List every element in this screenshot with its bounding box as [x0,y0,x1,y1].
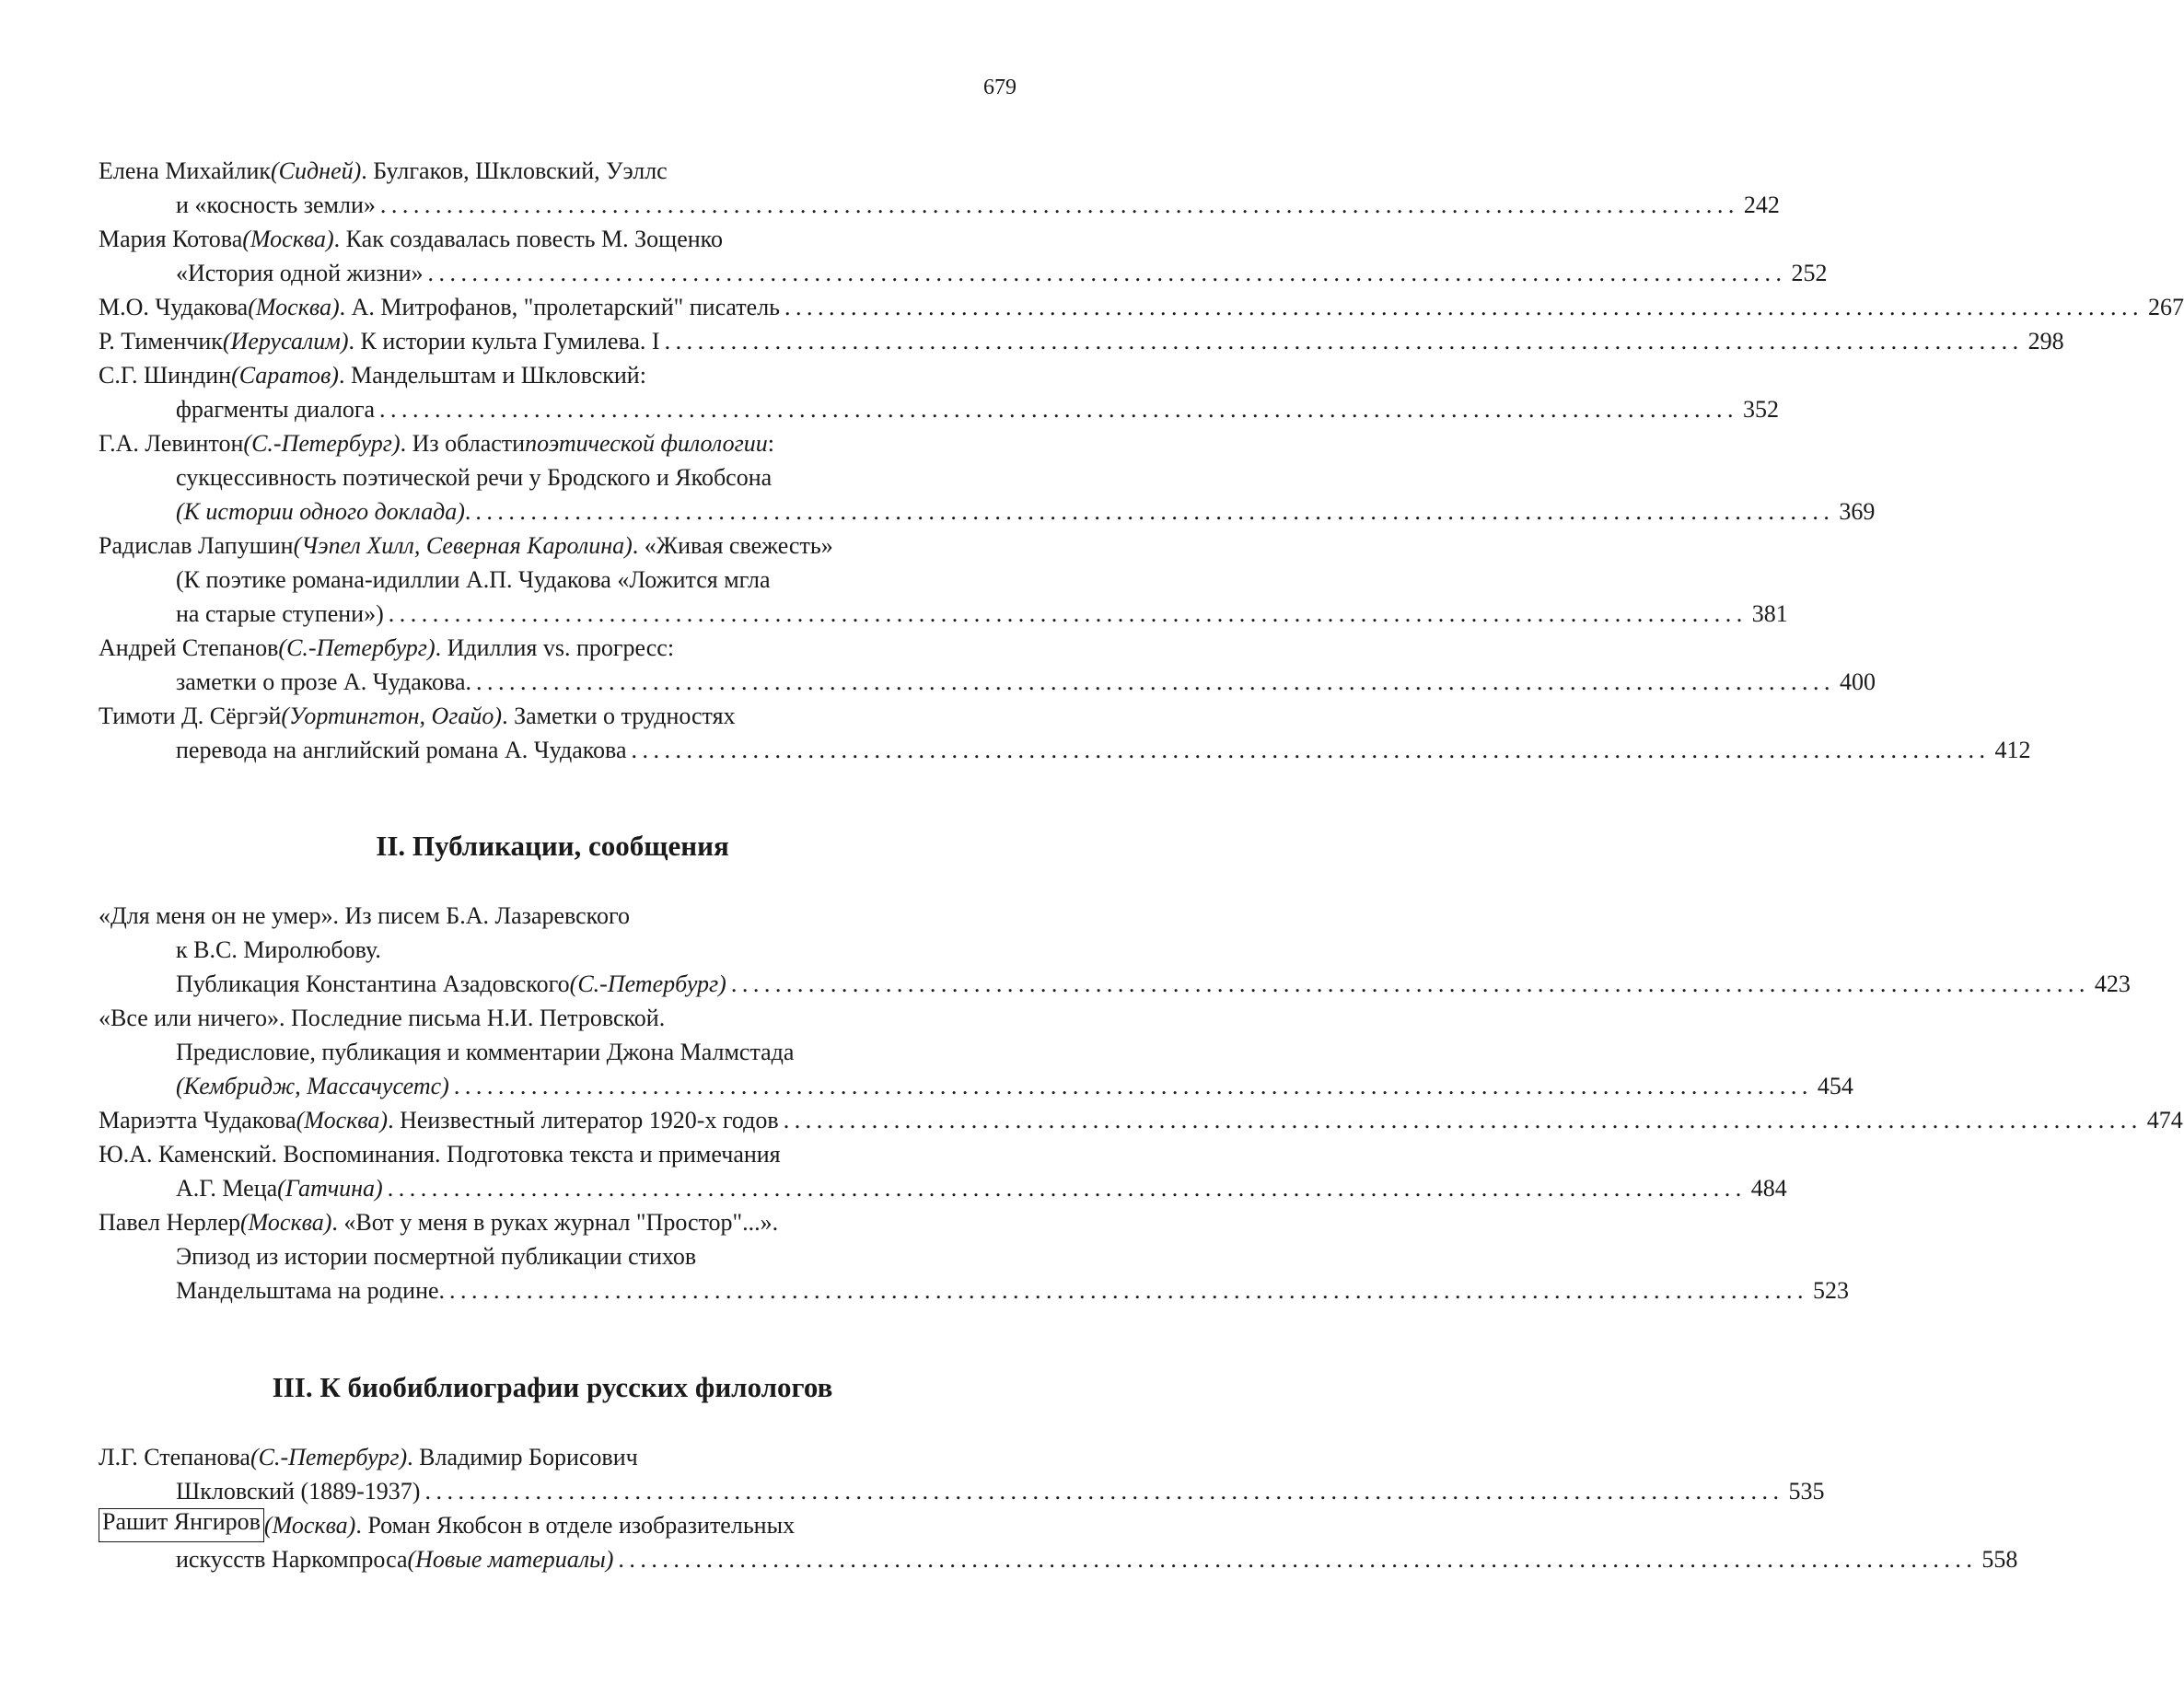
entry-title-cont: заметки о прозе А. Чудакова. [176,668,472,695]
entry-author: С.Г. Шиндин [99,362,232,389]
entry-title-cont: Шкловский (1889-1937) [176,1478,421,1505]
entry-title-cont: и «косность земли» [176,192,376,218]
dot-leader: ........................................................................................................................... [664,328,2024,354]
entry-author: Мариэтта Чудакова [99,1107,296,1133]
entry-title-end: . [464,498,471,525]
entry-title: . «Вот у меня в руках журнал "Простор"...». [331,1209,779,1236]
entry-title: . Идиллия vs. прогресс: [435,634,675,661]
entry-city: (Саратов) [231,362,339,389]
entry-page: 381 [1751,600,1788,627]
entry-title-cont: Эпизод из истории посмертной публикации стихов [176,1243,697,1270]
entry-page: 523 [1813,1277,1850,1304]
entry-page: 298 [2027,328,2064,354]
entry-page: 535 [1788,1478,1825,1505]
entry-page: 352 [1743,396,1780,423]
toc-entry-stepanov [99,631,1876,699]
entry-title-cont: (К поэтике романа-идиллии А.П. Чудакова «Ложится мгла [176,566,771,593]
entry-city: (Иерусалим) [222,328,349,354]
entry-author: Р. Тименчик [99,328,223,354]
entry-title-italic: (К истории одного доклада) [176,498,465,525]
dot-leader: ........................................................................................................................... [379,192,1739,218]
entry-title-cont: А.Г. Меца [176,1175,278,1202]
toc-entry-stepanova [99,1440,1825,1508]
entry-page: 484 [1750,1175,1787,1202]
entry-city: (Москва) [242,226,334,252]
dot-leader: ........................................................................................................................... [387,1175,1747,1202]
dot-leader: ........................................................................................................................... [618,1546,1978,1573]
entry-page: 400 [1840,668,1876,695]
entry-title-cont: перевода на английский романа А. Чудакова [176,737,627,763]
toc-entry-nerler [99,1205,1850,1307]
entry-author: Тимоти Д. Сёргэй [99,703,282,729]
toc-entry-lapushin [99,529,1788,631]
entry-author: М.О. Чудакова [99,294,249,320]
dot-leader: ........................................................................................................................... [783,1107,2143,1133]
page-number: 679 [983,76,1016,99]
entry-city: (Кембридж, Массачусетс) [176,1073,449,1099]
section-title-biobibliography: III. К биобиблиографии русских филологов [272,1371,833,1403]
entry-author: Елена Михайлик [99,157,272,184]
entry-page: 252 [1791,260,1828,286]
entry-page: 558 [1981,1546,2018,1573]
entry-title: . Заметки о трудностях [502,703,736,729]
dot-leader: ........................................................................................................................... [730,970,2090,997]
dot-leader: ........................................................................................................................... [476,668,1836,695]
entry-author: Мария Котова [99,226,243,252]
dot-leader: ........................................................................................................................... [475,498,1835,525]
toc-entry-yangirov [99,1508,2018,1576]
entry-title: . Роман Якобсон в отделе изобразительных [355,1512,796,1539]
entry-city: (Москва) [248,294,340,320]
entry-city: (Москва) [263,1512,356,1539]
toc-entry-timenchik [99,324,2064,358]
entry-title-cont: Предисловие, публикация и комментарии Джона Малмстада [176,1039,795,1065]
entry-title-cont: Публикация Константина Азадовского [176,970,570,997]
entry-city: (Чэпел Хилл, Северная Каролина) [293,532,633,559]
entry-author-boxed: Рашит Янгиров [99,1508,264,1542]
entry-city: (С.-Петербург) [250,1444,408,1470]
entry-title: Ю.А. Каменский. Воспоминания. Подготовка текста и примечания [99,1141,781,1168]
entry-page: 454 [1817,1073,1853,1099]
toc-entry-levinton [99,426,1876,529]
entry-title-cont: искусств Наркомпроса [176,1546,408,1573]
entry-author: Л.Г. Степанова [99,1444,250,1470]
entry-title: . А. Митрофанов, "пролетарский" писатель [339,294,781,320]
entry-title-cont: сукцессивность поэтической речи у Бродского и Якобсона [176,464,773,491]
entry-city: (Сидней) [271,157,362,184]
toc-entry-sergay [99,699,2031,767]
entry-author: Радислав Лапушин [99,532,294,559]
entry-title: . Как создавалась повесть М. Зощенко [333,226,723,252]
entry-title: . Владимир Борисович [407,1444,638,1470]
entry-page: 474 [2146,1107,2183,1133]
entry-author: Андрей Степанов [99,634,279,661]
dot-leader: ........................................................................................................................... [453,1073,1813,1099]
toc-entry-shindin [99,358,1780,426]
dot-leader: ........................................................................................................................... [388,600,1748,627]
entry-title-italic: (Новые материалы) [407,1546,614,1573]
entry-title: «Все или ничего». Последние письма Н.И. Петровской. [99,1005,666,1031]
section-title-publications: II. Публикации, сообщения [376,830,729,862]
entry-title-cont: «История одной жизни» [176,260,424,286]
toc-entry-lazarevsky [99,899,2131,1001]
toc-entry-chudakova-m [99,1103,2183,1137]
dot-leader: ........................................................................................................................... [784,294,2144,320]
entry-title: «Для меня он не умер». Из писем Б.А. Лазаревского [99,902,631,929]
entry-page: 412 [1994,737,2031,763]
entry-title-end: : [767,430,774,457]
entry-title: . Из области [400,430,526,457]
entry-city: (С.-Петербург) [243,430,401,457]
entry-title-italic: поэтической филологии [525,430,768,457]
dot-leader: ........................................................................................................................... [427,260,1787,286]
toc-entry-kotova [99,222,1828,290]
entry-city: (Гатчина) [277,1175,383,1202]
dot-leader: ........................................................................................................................... [424,1478,1784,1505]
dot-leader: ........................................................................................................................... [631,737,1991,763]
entry-page: 423 [2094,970,2131,997]
entry-city: (С.-Петербург) [278,634,436,661]
entry-title-cont: фрагменты диалога [176,396,376,423]
dot-leader: ........................................................................................................................... [449,1277,1809,1304]
entry-author: Павел Нерлер [99,1209,240,1236]
entry-city: (Уортингтон, Огайо) [281,703,503,729]
dot-leader: ........................................................................................................................... [379,396,1739,423]
entry-city: (С.-Петербург) [569,970,726,997]
entry-title: . «Живая свежесть» [632,532,833,559]
toc-entry-mikhailik [99,154,1780,222]
toc-entry-petrovskaya [99,1001,1853,1103]
entry-title-cont: Мандельштама на родине. [176,1277,446,1304]
entry-city: (Москва) [296,1107,389,1133]
entry-title-cont: к В.С. Миролюбову. [176,936,381,963]
entry-title: . К истории культа Гумилева. I [348,328,660,354]
entry-city: (Москва) [239,1209,332,1236]
entry-author: Г.А. Левинтон [99,430,244,457]
entry-page: 369 [1839,498,1876,525]
entry-title: . Неизвестный литератор 1920-х годов [388,1107,779,1133]
entry-title-cont: на старые ступени») [176,600,384,627]
entry-page: 267 [2148,294,2184,320]
toc-entry-chudakova-mo [99,290,2184,324]
entry-page: 242 [1743,192,1780,218]
toc-entry-kamensky [99,1137,1787,1205]
entry-title: . Булгаков, Шкловский, Уэллс [361,157,668,184]
entry-title: . Мандельштам и Шкловский: [338,362,646,389]
